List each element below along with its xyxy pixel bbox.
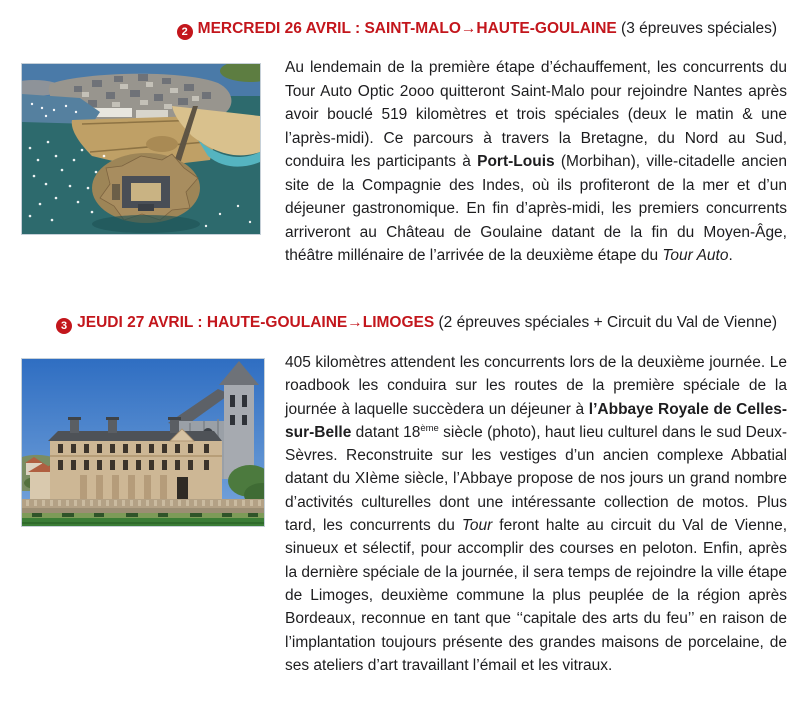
circled-2-icon: 2 (177, 24, 193, 40)
abbaye-royale-celles-sur-belle-photo (21, 358, 265, 527)
circled-3-icon: 3 (56, 318, 72, 334)
section-2-heading (15, 311, 777, 335)
section-1-heading (15, 17, 777, 41)
section-1-paragraph: Au lendemain de la première étape d’échauffement, les concurrents du Tour Auto Optic 2ooo quitteront Saint-Malo pour rejoindre Nantes après avoir bouclé 519 kilomètres et trois spéciales (deux le matin & une l’après-midi). Ce parcours à travers la Bretagne, du Nord au Sud, conduira les participants à Port-Louis (Morbihan), ville-citadelle ancien site de la Compagnie des Indes, où ils profiteront de la mer et d’un déjeuner gastronomique. En fin d’après-midi, les premiers concurrents arriveront au Château de Goulaine datant de la fin du Moyen-Âge, théâtre millénaire de l’arrivée de la deuxième étape du Tour Auto. (285, 59, 787, 264)
section-2-paragraph: 405 kilomètres attendent les concurrents lors de la deuxième journée. Le roadbook les conduira sur les routes de la première spéciale de la journée à laquelle succèdera un déjeuner à l’Abbaye Royale de Celles-sur-Belle datant 18ème siècle (photo), haut lieu culturel dans le sud Deux-Sèvres. Reconstruite sur les vestiges d’un ancien complexe Abbatial datant du XIème siècle, l’Abbaye propose de nos jours un grand nombre d’activités culturelles dont une intéressante collection de motos. Plus tard, les concurrents du Tour feront halte au circuit du Val de Vienne, sinueux et sélectif, pour accomplir des courses en peloton. Enfin, après la dernière spéciale de la journée, il sera temps de rejoindre la ville étape de Limoges, deuxième commune la plus peuplée de la région après Bordeaux, reconnue en tant que ‘‘capitale des arts du feu’’ en raison de l’implantation toujours présente des grandes maisons de porcelaine, de ses ateliers d’art travaillant l’émail et les vitraux. (285, 354, 788, 674)
aerial-sea-citadel-illustration (22, 64, 260, 234)
section-1-heading-red-text: MERCREDI 26 AVRIL : SAINT-MALO→HAUTE-GOULAINE (197, 20, 617, 37)
abbey-building-illustration (22, 359, 264, 526)
section-2-heading-suffix: (2 épreuves spéciales + Circuit du Val de Vienne) (434, 314, 777, 331)
section-2-heading-red-text: JEUDI 27 AVRIL : HAUTE-GOULAINE→LIMOGES (77, 314, 435, 331)
port-louis-citadel-aerial-photo (21, 63, 261, 235)
section-1-heading-suffix: (3 épreuves spéciales) (616, 20, 777, 37)
